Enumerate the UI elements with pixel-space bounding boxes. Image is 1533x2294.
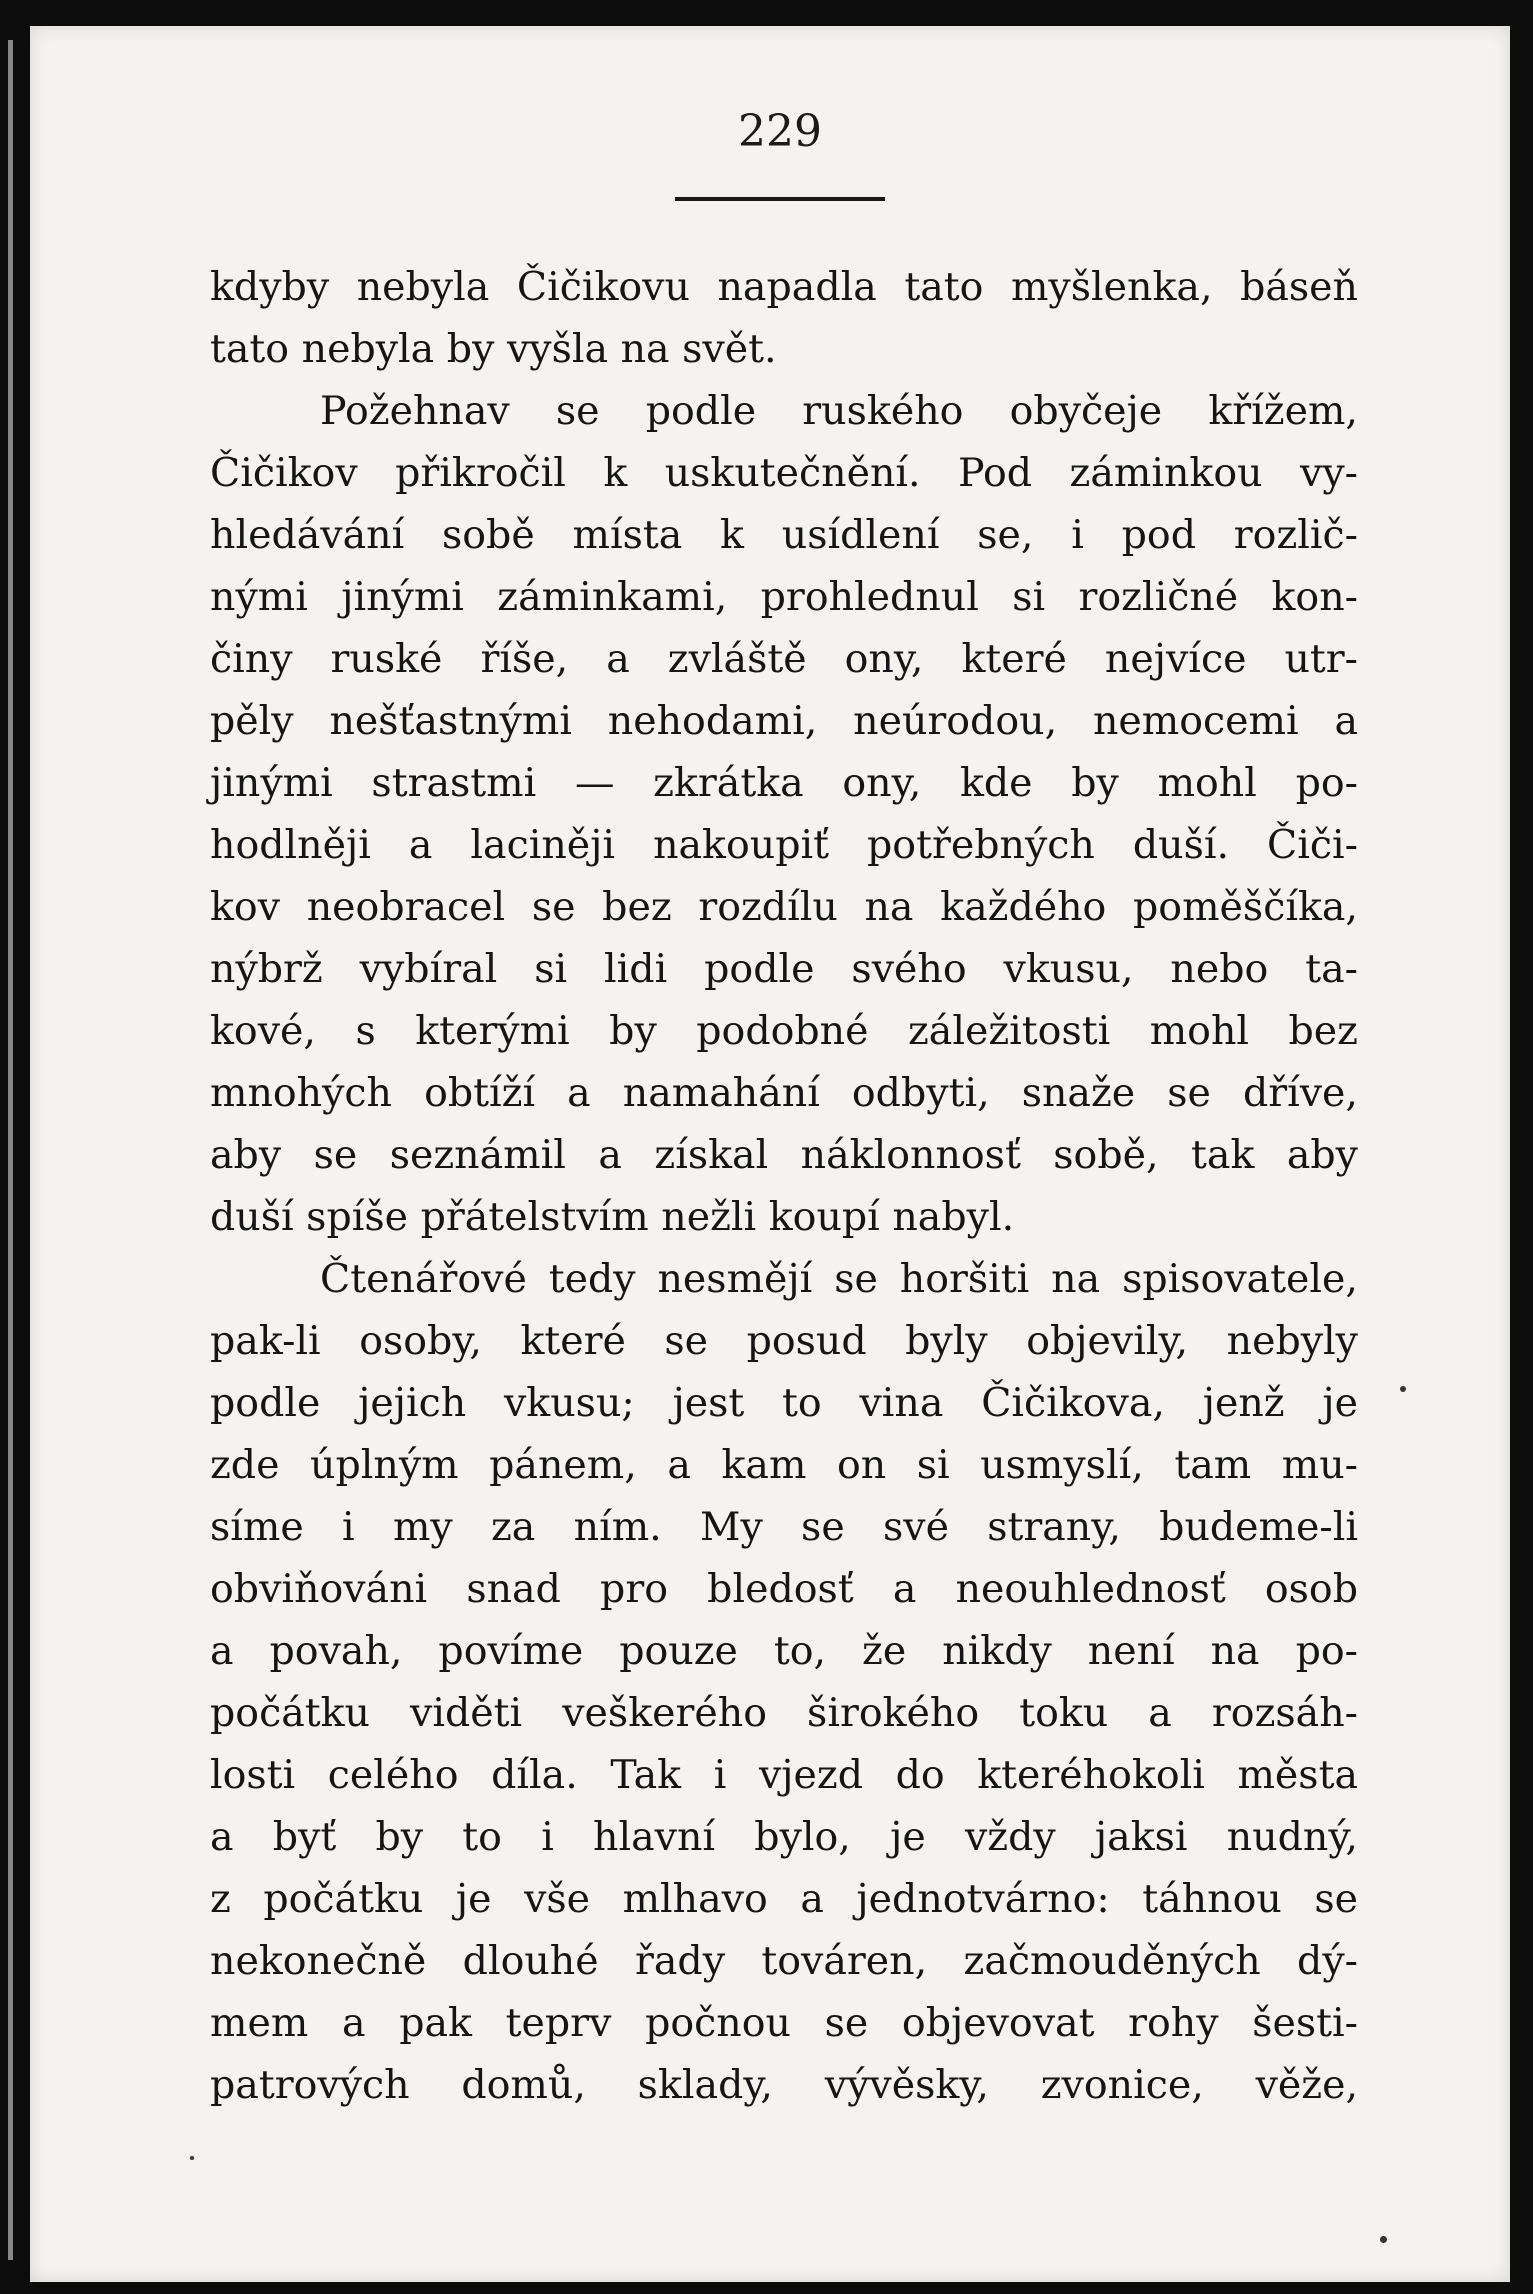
text-line: jinými strastmi — zkrátka ony, kde by mohl po- [210, 760, 1358, 806]
ink-speck [1400, 1386, 1406, 1392]
text-line: nými jinými záminkami, prohlednul si rozličné kon- [210, 574, 1358, 620]
binding-edge [8, 40, 13, 2260]
text-line: a povah, povíme pouze to, že nikdy není na po- [210, 1628, 1358, 1674]
text-line: podle jejich vkusu; jest to vina Čičikova, jenž je [210, 1380, 1358, 1426]
text-line: aby se seznámil a získal náklonnosť sobě, tak aby [210, 1132, 1358, 1178]
text-line: nekonečně dlouhé řady továren, začmouděných dý- [210, 1938, 1358, 1984]
text-line: kové, s kterými by podobné záležitosti mohl bez [210, 1008, 1358, 1054]
text-line: síme i my za ním. My se své strany, budeme-li [210, 1504, 1358, 1550]
text-line: kdyby nebyla Čičikovu napadla tato myšlenka, báseň [210, 264, 1358, 310]
ink-speck [1380, 2236, 1387, 2243]
text-line: počátku viděti veškerého širokého toku a rozsáh- [210, 1690, 1358, 1736]
text-line: z počátku je vše mlhavo a jednotvárno: táhnou se [210, 1876, 1358, 1922]
text-line: duší spíše přátelstvím nežli koupí nabyl. [210, 1194, 1015, 1240]
page-number-rule [675, 197, 885, 201]
text-line: pak-li osoby, které se posud byly objevily, nebyly [210, 1318, 1358, 1364]
text-line: kov neobracel se bez rozdílu na každého poměščíka, [210, 884, 1358, 930]
text-line: mnohých obtíží a namahání odbyti, snaže se dříve, [210, 1070, 1358, 1116]
page-number: 229 [738, 106, 822, 157]
text-line: obviňováni snad pro bledosť a neouhlednosť osob [210, 1566, 1358, 1612]
text-line: Požehnav se podle ruského obyčeje křížem, [320, 388, 1358, 434]
text-line: nýbrž vybíral si lidi podle svého vkusu, nebo ta- [210, 946, 1358, 992]
body-text [210, 256, 1358, 2116]
book-page [30, 26, 1510, 2282]
text-line: hodlněji a laciněji nakoupiť potřebných duší. Čiči- [210, 822, 1358, 868]
ink-speck [190, 2156, 194, 2160]
text-line: hledávání sobě místa k usídlení se, i pod rozlič- [210, 512, 1358, 558]
text-line: pěly nešťastnými nehodami, neúrodou, nemocemi a [210, 698, 1358, 744]
text-line: Čtenářové tedy nesmějí se horšiti na spisovatele, [320, 1256, 1358, 1302]
text-line: tato nebyla by vyšla na svět. [210, 326, 777, 372]
text-line: losti celého díla. Tak i vjezd do kteréhokoli města [210, 1752, 1358, 1798]
text-line: mem a pak teprv počnou se objevovat rohy šesti- [210, 2000, 1358, 2046]
text-line: patrových domů, sklady, vývěsky, zvonice, věže, [210, 2062, 1358, 2108]
text-line: a byť by to i hlavní bylo, je vždy jaksi nudný, [210, 1814, 1358, 1860]
text-line: činy ruské říše, a zvláště ony, které nejvíce utr- [210, 636, 1358, 682]
text-line: zde úplným pánem, a kam on si usmyslí, tam mu- [210, 1442, 1358, 1488]
text-line: Čičikov přikročil k uskutečnění. Pod záminkou vy- [210, 450, 1358, 496]
